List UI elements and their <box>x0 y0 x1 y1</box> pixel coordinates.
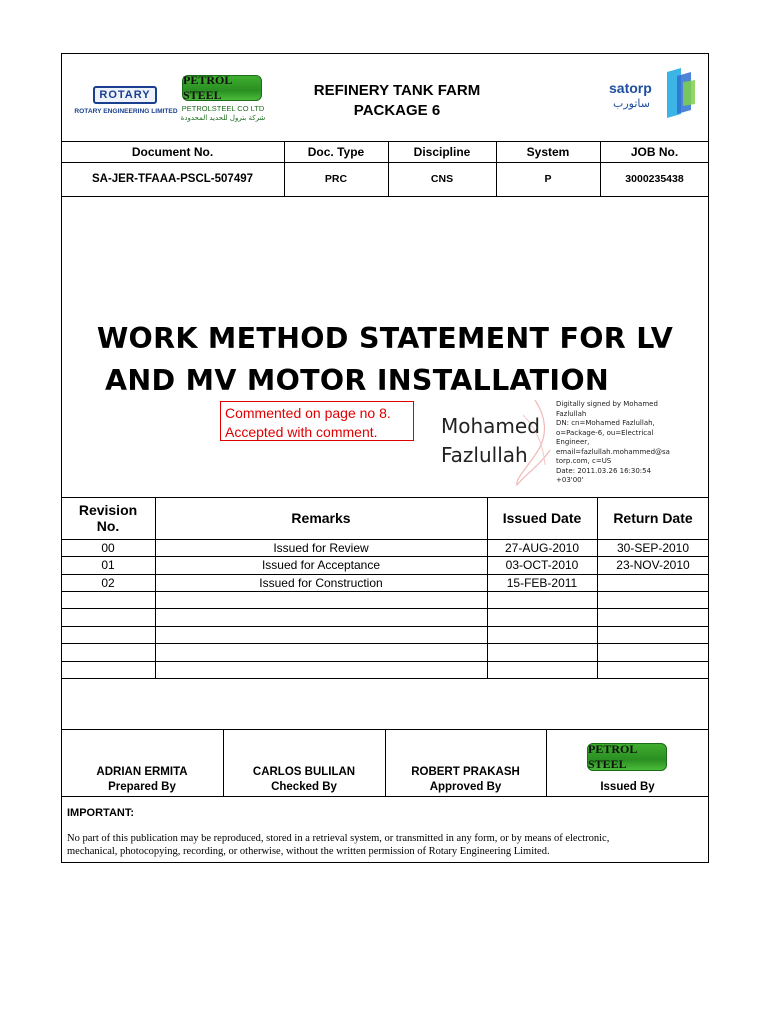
review-comment-box <box>220 401 414 441</box>
job-number-header: JOB No. <box>630 144 679 159</box>
discipline-header: Discipline <box>413 144 471 159</box>
divider <box>61 626 709 627</box>
revision-cell: 02 <box>101 575 115 590</box>
rotary-company-name: ROTARY ENGINEERING LIMITED <box>74 108 178 115</box>
rotary-logo-text: ROTARY <box>99 89 151 101</box>
checked-by-name: CARLOS BULILAN <box>252 766 356 778</box>
issued-date-header: Issued Date <box>502 510 582 526</box>
rotary-logo <box>72 80 180 122</box>
important-text-line2: mechanical, photocopying, recording, or otherwise, without the written permission of Rotary Engineering Limited. <box>67 846 550 857</box>
review-comment-line2: Accepted with comment. <box>225 424 378 440</box>
checked-by-label: Checked By <box>271 781 337 793</box>
approved-by-label: Approved By <box>429 781 502 793</box>
issued-date-cell: 15-FEB-2011 <box>506 575 578 590</box>
issued-by-label: Issued By <box>600 781 655 793</box>
satorp-emblem-icon <box>663 66 697 120</box>
system-value: P <box>544 173 552 185</box>
revision-number-header: Revision No. <box>78 502 138 534</box>
signer-name-line2: Fazlullah <box>441 443 528 467</box>
signature-meta-line: +03'00' <box>556 476 584 484</box>
revision-cell: 01 <box>101 558 115 572</box>
divider <box>61 591 709 592</box>
doc-number-header: Document No. <box>131 144 214 159</box>
issued-date-cell: 27-AUG-2010 <box>504 540 580 555</box>
rotary-logo-box <box>93 86 157 104</box>
job-number-value: 3000235438 <box>625 173 684 185</box>
divider <box>61 796 709 797</box>
doc-number-value: SA-JER-TFAAA-PSCL-507497 <box>91 173 254 185</box>
revision-cell: 00 <box>101 540 115 555</box>
signature-meta-line: Fazlullah <box>556 409 587 418</box>
review-comment-line1: Commented on page no 8. <box>225 405 391 421</box>
project-title: REFINERY TANK FARM <box>313 82 481 99</box>
return-date-cell: 23-NOV-2010 <box>616 558 690 572</box>
divider <box>61 643 709 644</box>
package-title: PACKAGE 6 <box>353 102 441 119</box>
signer-name-line1: Mohamed <box>441 414 540 438</box>
important-label: IMPORTANT: <box>67 807 135 819</box>
satorp-logo-arabic: ساتورب <box>613 97 650 110</box>
document-title-line1: WORK METHOD STATEMENT FOR LV <box>96 322 674 355</box>
return-date-cell: 30-SEP-2010 <box>616 540 690 555</box>
issuer-petrol-steel-logo: PETROL STEEL <box>587 743 667 771</box>
remarks-cell: Issued for Construction <box>259 575 383 590</box>
signature-meta-line: Date: 2011.03.26 16:30:54 <box>556 466 652 475</box>
remarks-header: Remarks <box>291 510 351 526</box>
digital-signature-details <box>556 400 706 486</box>
doc-type-header: Doc. Type <box>307 144 365 159</box>
divider <box>61 196 709 197</box>
divider <box>61 661 709 662</box>
remarks-cell: Issued for Acceptance <box>261 558 381 572</box>
signature-meta-line: DN: cn=Mohamed Fazlullah, <box>556 419 655 427</box>
signature-meta-line: torp.com, c=US <box>556 457 612 465</box>
system-header: System <box>526 144 570 159</box>
petrol-company-arabic: شركة بترول للحديد المحدودة <box>180 114 266 122</box>
petrol-company-name: PETROLSTEEL CO LTD <box>181 104 265 113</box>
divider <box>61 608 709 609</box>
petrol-steel-logo <box>178 73 268 127</box>
discipline-value: CNS <box>430 173 454 185</box>
document-title-line2: AND MV MOTOR INSTALLATION <box>104 364 609 397</box>
return-date-cell <box>597 574 709 591</box>
prepared-by-label: Prepared By <box>108 781 176 793</box>
signature-meta-line: Digitally signed by Mohamed <box>556 400 658 408</box>
remarks-cell: Issued for Review <box>273 540 369 555</box>
doc-type-value: PRC <box>324 173 348 185</box>
signature-meta-line: Engineer, <box>556 438 590 446</box>
important-text-line1: No part of this publication may be reproduced, stored in a retrieval system, or transmitted in any form, or by means of electronic, <box>67 833 610 844</box>
signature-meta-line: email=fazlullah.mohammed@sa <box>556 447 670 456</box>
issued-date-cell: 03-OCT-2010 <box>505 558 579 572</box>
signature-meta-line: o=Package-6, ou=Electrical <box>556 428 654 437</box>
return-date-header: Return Date <box>613 510 693 526</box>
satorp-logo-text: satorp <box>609 80 652 96</box>
petrol-steel-drum: PETROL STEEL <box>182 75 262 101</box>
satorp-logo <box>605 64 703 122</box>
divider <box>61 678 709 679</box>
prepared-by-name: ADRIAN ERMITA <box>96 766 188 778</box>
approved-by-name: ROBERT PRAKASH <box>411 766 520 778</box>
